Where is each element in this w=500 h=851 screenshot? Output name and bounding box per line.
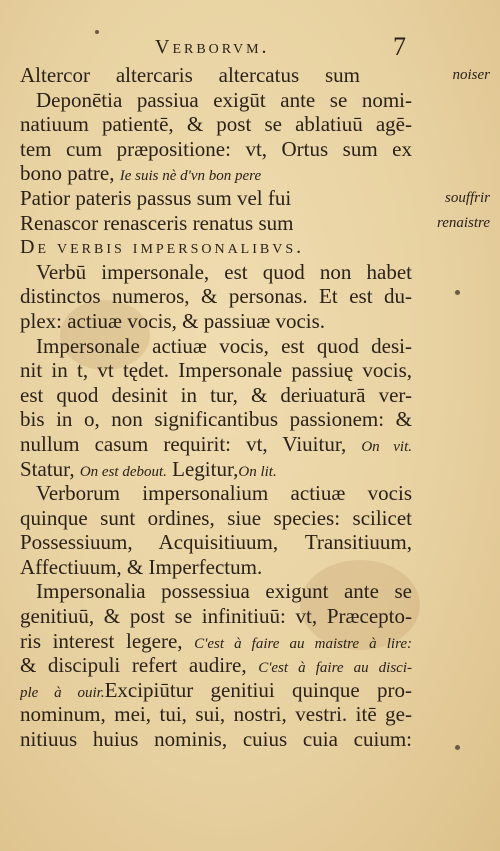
text-line [20, 88, 412, 113]
text-line [20, 678, 412, 703]
latin-text: ris interest legere, [20, 628, 183, 653]
text-line [20, 260, 412, 285]
text-line [20, 383, 412, 408]
latin-text: genitiuū, & post se infinitiuū: vt, Præcepto- [20, 604, 412, 629]
margin-gloss: souffrir [444, 190, 490, 206]
latin-text: nit in t, vt tędet. Impersonale passiuę vocis, [20, 358, 412, 383]
french-gloss: On vit. [361, 438, 412, 455]
latin-text: bono patre, [20, 161, 115, 186]
text-line [20, 358, 412, 383]
french-gloss: C'est à faire au disci- [258, 660, 412, 677]
text-line [20, 629, 412, 654]
section-heading: De verbis impersonalibvs. [20, 236, 305, 259]
latin-text: nominum, mei, tui, sui, nostri, vestri. itē ge- [20, 702, 412, 727]
french-gloss: Ie suis nè d'vn bon pere [119, 168, 262, 185]
latin-text: natiuum patientē, & post se ablatiuū agē- [20, 112, 412, 137]
text-line [20, 235, 412, 260]
text-line [20, 727, 412, 752]
margin-gloss: noiser [452, 67, 490, 83]
margin-dot [455, 745, 460, 750]
latin-text: nitiuus huius nominis, cuius cuia cuium: [20, 727, 412, 752]
latin-text: bis in o, non significantibus passionem: & [20, 407, 412, 432]
text-line [20, 457, 412, 482]
latin-text: Possessiuum, Acquisitiuum, Transitiuum, [20, 530, 412, 555]
running-head: Verborvm. [155, 36, 270, 58]
text-line [20, 334, 412, 359]
latin-text: tem cum præpositione: vt, Ortus sum ex [20, 136, 412, 161]
text-line [20, 555, 412, 580]
latin-text: Verbū impersonale, est quod non habet [36, 259, 412, 284]
text-line [20, 161, 412, 186]
text-line [20, 63, 360, 88]
latin-text: Patior pateris passus sum vel fui [20, 185, 292, 210]
latin-text: Legitur, [172, 456, 239, 481]
text-line [20, 481, 412, 506]
latin-text: Statur, [20, 456, 75, 481]
latin-text: nullum casum requirit: vt, Viuitur, [20, 431, 347, 456]
french-gloss: ple à ouir. [20, 684, 105, 701]
text-line [20, 211, 360, 236]
french-gloss: C'est à faire au maistre à lire: [194, 635, 412, 652]
latin-text: Altercor altercaris altercatus sum [20, 63, 360, 87]
text-line [20, 186, 360, 211]
latin-text: & discipuli refert audire, [20, 653, 247, 678]
latin-text: Affectiuum, & Imperfectum. [20, 554, 263, 579]
text-line [20, 309, 412, 334]
latin-text: quinque sunt ordines, siue species: scilicet [20, 505, 412, 530]
text-line [20, 702, 412, 727]
text-line [20, 284, 412, 309]
latin-text: Impersonalia possessiua exigunt ante se [36, 579, 412, 604]
latin-text: Impersonale actiuæ vocis, est quod desi- [36, 333, 412, 358]
latin-text: Verborum impersonalium actiuæ vocis [36, 481, 412, 506]
french-gloss: On lit. [238, 463, 277, 480]
latin-text: est quod desinit in tur, & deriuaturā ver- [20, 382, 412, 407]
text-line [20, 530, 412, 555]
latin-text: Renascor renasceris renatus sum [20, 210, 294, 235]
margin-dot [455, 290, 460, 295]
text-line [20, 112, 412, 137]
margin-dot [95, 30, 99, 34]
text-line [20, 579, 412, 604]
text-line [20, 407, 412, 432]
latin-text: plex: actiuæ vocis, & passiuæ vocis. [20, 308, 326, 333]
margin-gloss: renaistre [436, 214, 490, 231]
text-line [20, 432, 412, 457]
page-header [0, 32, 500, 66]
french-gloss: On est debout. [79, 463, 167, 480]
text-line [20, 653, 412, 678]
text-line [20, 604, 412, 629]
latin-text: distinctos numeros, & personas. Et est du- [20, 284, 412, 309]
text-line [20, 137, 412, 162]
text-line [20, 506, 412, 531]
latin-text: Excipiūtur genitiui quinque pro- [104, 677, 412, 702]
page-number: 7 [393, 32, 406, 61]
body-text [20, 63, 412, 752]
latin-text: Deponētia passiua exigūt ante se nomi- [36, 87, 412, 112]
